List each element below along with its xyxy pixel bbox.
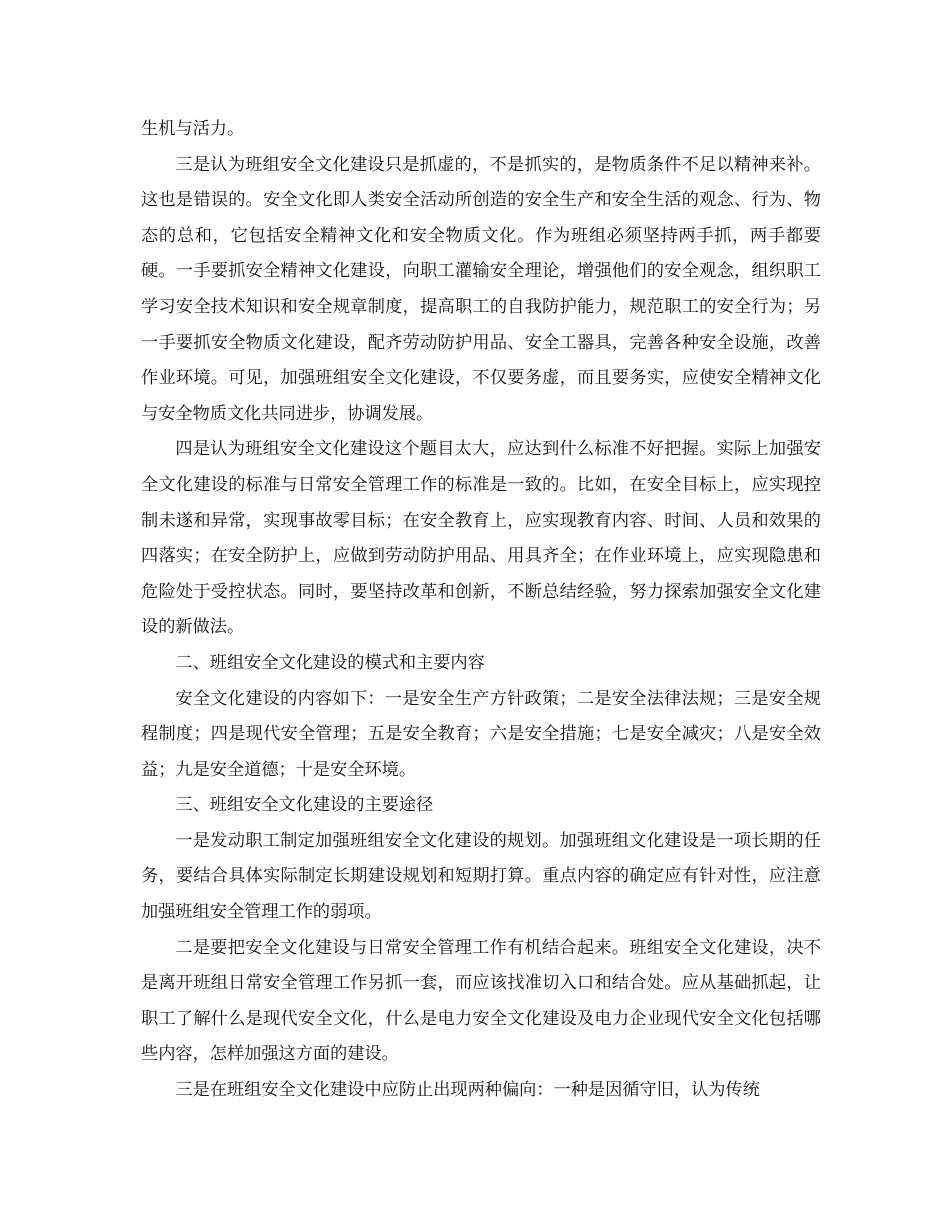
- section-heading: 三、班组安全文化建设的主要途径: [175, 795, 434, 816]
- paragraph: 二是要把安全文化建设与日常安全管理工作有机结合起来。班组安全文化建设，决不是离开班组日常安全管理工作另抓一套，而应该找准切入口和结合处。应从基础抓起，让职工了解什么是现代安全文化，什么是电力安全文化建设及电力企业现代安全文化包括哪些内容，怎样加强这方面的建设。: [141, 937, 821, 1065]
- paragraph: 三是在班组安全文化建设中应防止出现两种偏向：一种是因循守旧，认为传统: [175, 1080, 760, 1101]
- document-body: [141, 112, 821, 1109]
- paragraph: 安全文化建设的内容如下：一是安全生产方针政策；二是安全法律法规；三是安全规程制度；四是现代安全管理；五是安全教育；六是安全措施；七是安全减灾；八是安全效益；九是安全道德；十是安全环境。: [141, 688, 821, 780]
- paragraph: 一是发动职工制定加强班组安全文化建设的规划。加强班组文化建设是一项长期的任务，要结合具体实际制定长期建设规划和短期打算。重点内容的确定应有针对性，应注意加强班组安全管理工作的弱项。: [141, 830, 821, 923]
- section-heading: 二、班组安全文化建设的模式和主要内容: [175, 652, 485, 673]
- paragraph: 生机与活力。: [141, 119, 245, 139]
- paragraph: 四是认为班组安全文化建设这个题目太大，应达到什么标准不好把握。实际上加强安全文化建设的标准与日常安全管理工作的标准是一致的。比如，在安全目标上，应实现控制未遂和异常，实现事故零目标；在安全教育上，应实现教育内容、时间、人员和效果的四落实；在安全防护上，应做到劳动防护用品、用具齐全；在作业环境上，应实现隐患和危险处于受控状态。同时，要坚持改革和创新，不断总结经验，努力探索加强安全文化建设的新做法。: [141, 439, 821, 638]
- paragraph: 三是认为班组安全文化建设只是抓虚的，不是抓实的，是物质条件不足以精神来补。这也是错误的。安全文化即人类安全活动所创造的安全生产和安全生活的观念、行为、物态的总和，它包括安全精神文化和安全物质文化。作为班组必须坚持两手抓，两手都要硬。一手要抓安全精神文化建设，向职工灌输安全理论，增强他们的安全观念，组织职工学习安全技术知识和安全规章制度，提高职工的自我防护能力，规范职工的安全行为；另一手要抓安全物质文化建设，配齐劳动防护用品、安全工器具，完善各种安全设施，改善作业环境。可见，加强班组安全文化建设，不仅要务虚，而且要务实，应使安全精神文化与安全物质文化共同进步，协调发展。: [141, 154, 821, 424]
